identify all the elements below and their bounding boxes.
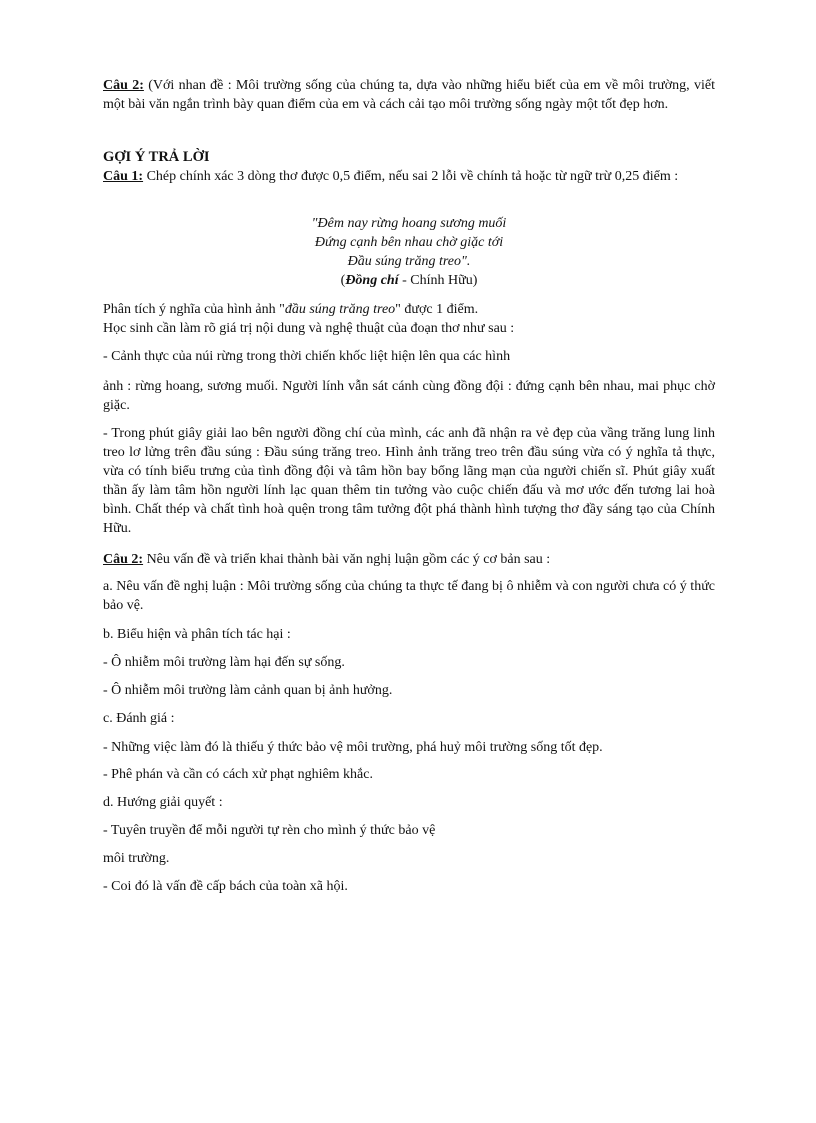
poem-line-3: Đầu súng trăng treo". — [347, 254, 471, 269]
poem-block — [103, 214, 715, 290]
answer-2-item-a: a. Nêu vấn đề nghị luận : Môi trường sống của chúng ta thực tế đang bị ô nhiễm và con người chưa có ý thức bảo vệ. — [103, 579, 715, 613]
question-2-text: (Với nhan đề : Môi trường sống của chúng ta, dựa vào những hiểu biết của em về môi trường, viết một bài văn ngắn trình bày quan điểm của em và cách cải tạo môi trường sống ngày một tốt đẹp hơn. — [103, 78, 715, 112]
analysis-line-2: Học sinh cần làm rõ giá trị nội dung và nghệ thuật của đoạn thơ như sau : — [103, 321, 515, 336]
answer-2-item-b1: - Ô nhiễm môi trường làm hại đến sự sống. — [103, 655, 345, 670]
answer-2-item-c1: - Những việc làm đó là thiếu ý thức bảo vệ môi trường, phá huỷ môi trường sống tốt đẹp. — [103, 740, 603, 755]
answer-2-item-c: c. Đánh giá : — [103, 711, 175, 726]
question-2-paragraph — [103, 76, 715, 114]
analysis-intro-post: " được 1 điểm. — [395, 302, 479, 317]
analysis-bullet-1-cont: ảnh : rừng hoang, sương muối. Người lính vẫn sát cánh cùng đồng đội : đứng cạnh bên nhau, mai phục chờ giặc. — [103, 379, 715, 413]
question-2-label: Câu 2: — [103, 78, 144, 93]
poem-line-2: Đứng cạnh bên nhau chờ giặc tới — [314, 235, 504, 250]
answer-2-paragraph — [103, 550, 715, 569]
poem-attribution — [103, 271, 715, 290]
answer-heading: GỢI Ý TRẢ LỜI — [103, 149, 210, 165]
answer-2-item-c2: - Phê phán và cần có cách xử phạt nghiêm khắc. — [103, 767, 373, 782]
analysis-bullet-1: - Cảnh thực của núi rừng trong thời chiến khốc liệt hiện lên qua các hình — [103, 349, 511, 364]
analysis-intro — [103, 300, 715, 319]
answer-2-text: Nêu vấn đề và triển khai thành bài văn nghị luận gồm các ý cơ bản sau : — [143, 552, 551, 567]
answer-2-item-d1: - Tuyên truyền để mỗi người tự rèn cho mình ý thức bảo vệ — [103, 823, 436, 838]
analysis-bullet-2: - Trong phút giây giải lao bên người đồng chí của mình, các anh đã nhận ra vẻ đẹp của vầng trăng lung linh treo lơ lửng trên đầu súng : Đầu súng trăng treo. Hình ảnh trăng treo trên đầu súng vừa có ý nghĩa tả thực, vừa có tính biểu trưng của tình đồng đội và tâm hồn bay bổng lãng mạn của người chiến sĩ. Phút giây xuất thần ấy làm tâm hồn người lính lạc quan thêm tin tưởng vào cuộc chiến đấu và mơ ước đến tương lai hoà bình. Chất thép và chất tình hoà quện trong tâm tưởng đột phá thành hình tượng thơ đầy sáng tạo của Chính Hữu. — [103, 426, 715, 536]
poem-attribution-open: ( — [340, 273, 346, 288]
answer-2-item-d2: - Coi đó là vấn đề cấp bách của toàn xã hội. — [103, 879, 348, 894]
answer-1-paragraph — [103, 167, 715, 186]
answer-2-item-d1-cont: môi trường. — [103, 851, 170, 866]
analysis-quote: đầu súng trăng treo — [284, 302, 396, 317]
poem-author: - Chính Hữu) — [398, 273, 478, 288]
poem-title: Đồng chí — [345, 273, 399, 288]
answer-1-label: Câu 1: — [103, 169, 144, 184]
answer-2-item-d: d. Hướng giải quyết : — [103, 795, 223, 810]
answer-2-label: Câu 2: — [103, 552, 144, 567]
answer-1-text: Chép chính xác 3 dòng thơ được 0,5 điểm, nếu sai 2 lỗi về chính tả hoặc từ ngữ trừ 0,25 điểm : — [143, 169, 679, 184]
poem-line-1: "Đêm nay rừng hoang sương muối — [311, 216, 507, 231]
analysis-intro-pre: Phân tích ý nghĩa của hình ảnh " — [103, 302, 285, 317]
answer-2-item-b: b. Biểu hiện và phân tích tác hại : — [103, 627, 291, 642]
answer-2-item-b2: - Ô nhiễm môi trường làm cảnh quan bị ảnh hưởng. — [103, 683, 393, 698]
